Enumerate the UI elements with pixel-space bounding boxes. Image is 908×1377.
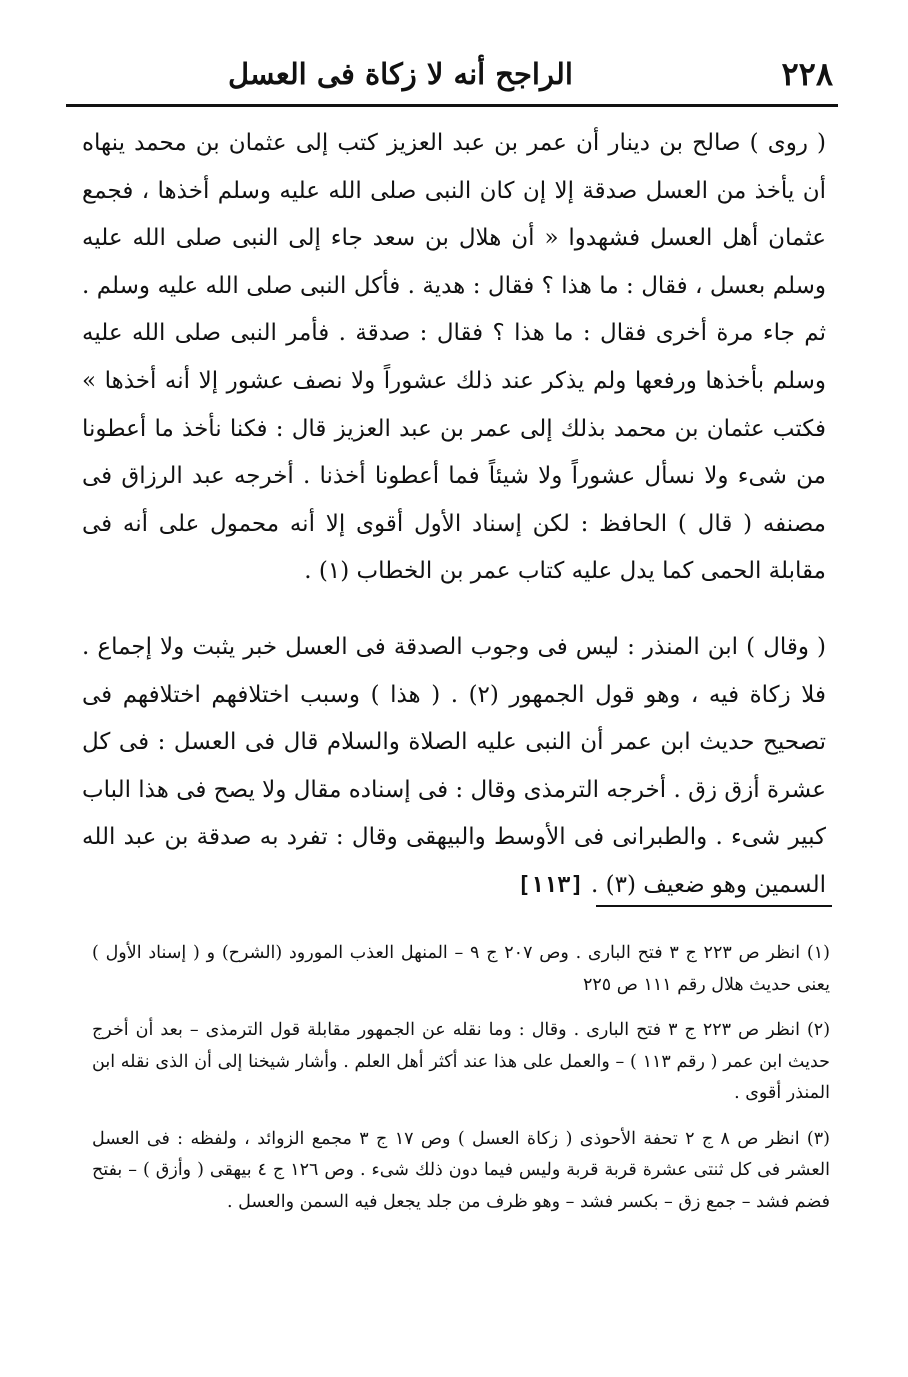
paragraph-2-text: ( وقال ) ابن المنذر : ليس فى وجوب الصدقة فى العسل خبر يثبت ولا إجماع . فلا زكاة فيه ، وهو قول الجمهور (٢) . ( هذا ) وسبب اختلافهم اختلافهم فى تصحيح حديث ابن عمر أن النبى عليه الصلاة والسلام قال فى العسل : فى كل عشرة أزق زق . أخرجه الترمذى وقال : فى إسناده مقال ولا يصح فى هذا الباب كبير شىء . والطبرانى فى الأوسط والبيهقى وقال : تفرد به صدقة بن عبد الله السمين وهو ضعيف (٣) . (81, 633, 826, 898)
footnote-divider (596, 905, 832, 907)
footnote-3: (٣) انظر ص ٨ ج ٢ تحفة الأحوذى ( زكاة العسل ) وص ١٧ ج ٣ مجمع الزوائد ، ولفظه : فى العسل العشر فى كل ثنتى عشرة قربة قربة وليس فيما دون ذلك شىء . وص ١٢٦ ج ٤ بيهقى ( وأزق ) – بفتح فضم فشد – جمع زق – بكسر فشد – وهو ظرف من جلد يجعل فيه السمن والعسل . (92, 1128, 830, 1212)
footnote-1: (١) انظر ص ٢٢٣ ج ٣ فتح البارى . وص ٢٠٧ ج ٩ – المنهل العذب المورود (الشرح) و ( إسناد الأول ) يعنى حديث هلال رقم ١١١ ص ٢٢٥ (92, 943, 830, 995)
main-text (82, 120, 826, 910)
page-reference: [١١٣] (517, 872, 584, 898)
page-header (68, 44, 833, 104)
footnote-2: (٢) انظر ص ٢٢٣ ج ٣ فتح البارى . وقال : وما نقله عن الجمهور مقابلة قول الترمذى – بعد أن أخرج حديث ابن عمر ( رقم ١١٣ ) – والعمل على هذا عند أكثر أهل العلم . وأشار شيخنا إلى أن الذى نقله ابن المنذر أقوى . (92, 1020, 831, 1103)
footnotes (92, 938, 830, 1218)
running-title: الراجح أنه لا زكاة فى العسل (228, 57, 573, 91)
paragraph-1: ( روى ) صالح بن دينار أن عمر بن عبد العزيز كتب إلى عثمان بن محمد ينهاه أن يأخذ من العسل صدقة إلا إن كان النبى صلى الله عليه وسلم أخذها ، فجمع عثمان أهل العسل فشهدوا « أن هلال بن سعد جاء إلى النبى صلى الله عليه وسلم بعسل ، فقال : ما هذا ؟ فقال : هدية . فأكل النبى صلى الله عليه وسلم . ثم جاء مرة أخرى فقال : ما هذا ؟ فقال : صدقة . فأمر النبى صلى الله عليه وسلم بأخذها ورفعها ولم يذكر عند ذلك عشوراً ولا نصف عشور إلا أنه أخذها » فكتب عثمان بن محمد بذلك إلى عمر بن عبد العزيز قال : فكنا نأخذ ما أعطونا من شىء ولا نسأل عشوراً ولا شيئاً فما أعطونا أخذنا . أخرجه عبد الرزاق فى مصنفه ( قال ) الحافظ : لكن إسناد الأول أقوى إلا أنه محمول على أنه فى مقابلة الحمى كما يدل عليه كتاب عمر بن الخطاب (١) . (82, 130, 827, 585)
paragraph-2 (82, 624, 826, 910)
header-divider (66, 104, 838, 107)
page-number: ٢٢٨ (781, 55, 833, 93)
